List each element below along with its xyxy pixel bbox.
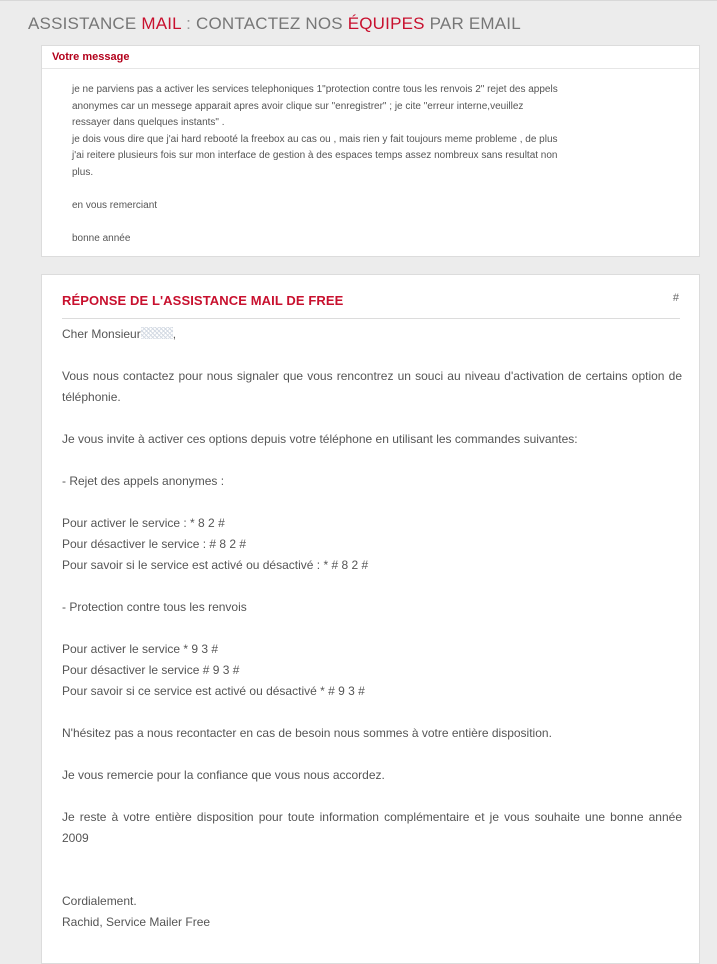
command-line: Pour activer le service : * 8 2 # [62, 516, 225, 530]
message-line-blank [72, 181, 632, 198]
title-part-contactez: CONTACTEZ NOS [196, 14, 348, 33]
signature: Rachid, Service Mailer Free [62, 915, 211, 929]
message-line: bonne année [72, 232, 131, 244]
command-line: Pour désactiver le service : # 8 2 # [62, 537, 247, 551]
closing: Cordialement. [62, 894, 137, 908]
message-line: plus. [72, 166, 94, 178]
message-line: ressayer dans quelques instants" . [72, 117, 225, 128]
command-line: Pour désactiver le service # 9 3 # [62, 663, 240, 677]
response-card [41, 274, 700, 964]
response-paragraph: Vous nous contactez pour nous signaler que vous rencontrez un souci au niveau d'activation de certains option de téléphonie. [62, 369, 682, 404]
message-line: j'ai reitere plusieurs fois sur mon interface de gestion à des espaces temps assez nombreux sans resultat non [72, 150, 558, 161]
message-line: je dois vous dire que j'ai hard rebooté la freebox au cas ou , mais rien y fait toujours meme probleme , de plus [72, 133, 558, 145]
greeting: Cher Monsieur , [62, 327, 177, 341]
response-paragraph: Je vous invite à activer ces options depuis votre téléphone en utilisant les commandes suivantes: [62, 432, 578, 446]
section-title-rejet: - Rejet des appels anonymes : [62, 474, 225, 488]
command-line: Pour savoir si ce service est activé ou désactivé * # 9 3 # [62, 684, 365, 698]
response-title: RÉPONSE DE L'ASSISTANCE MAIL DE FREE [62, 293, 344, 308]
message-line-blank [72, 214, 632, 231]
response-paragraph: Je vous remercie pour la confiance que vous nous accordez. [62, 768, 385, 782]
command-line: Pour activer le service * 9 3 # [62, 642, 219, 656]
permalink-anchor[interactable]: # [672, 292, 679, 304]
user-message-card [41, 45, 700, 257]
message-body [72, 82, 632, 247]
page-title [28, 14, 521, 34]
response-divider [62, 318, 680, 319]
response-paragraph: Je reste à votre entière disposition pour toute information complémentaire et je vous souhaite une bonne année 2009 [62, 810, 682, 845]
title-part-par-email: PAR EMAIL [424, 14, 521, 33]
message-line: anonymes car un messege apparait apres avoir clique sur "enregistrer" ; je cite "erreur interne,veuillez [72, 100, 524, 112]
section-title-protection: - Protection contre tous les renvois [62, 600, 247, 614]
message-line: en vous remerciant [72, 199, 158, 211]
title-part-mail: MAIL [141, 14, 182, 33]
response-paragraph: N'hésitez pas a nous recontacter en cas de besoin nous sommes à votre entière disposition. [62, 726, 552, 740]
redacted-name [141, 327, 173, 339]
top-border [0, 0, 717, 1]
title-separator: : [181, 14, 196, 33]
command-line: Pour savoir si le service est activé ou désactivé : * # 8 2 # [62, 558, 369, 572]
message-heading: Votre message [42, 46, 699, 69]
message-line: je ne parviens pas a activer les services telephoniques 1"protection contre tous les renvois 2" rejet des appels [72, 84, 558, 95]
response-body [62, 324, 682, 933]
title-part-equipes: ÉQUIPES [347, 14, 425, 33]
title-part-assistance: ASSISTANCE [28, 14, 142, 33]
